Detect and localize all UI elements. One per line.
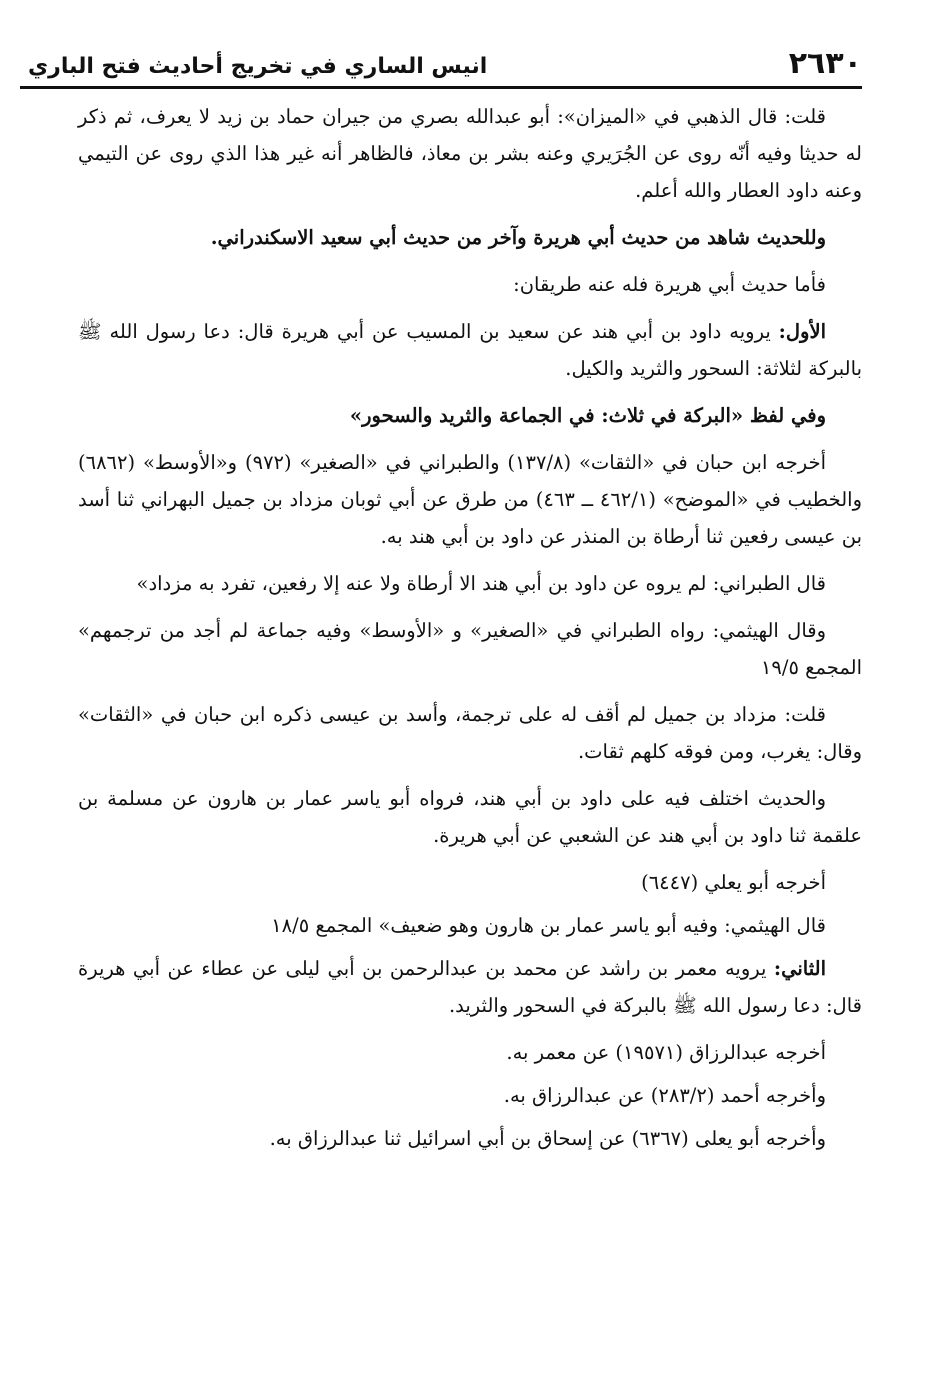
header-rule — [20, 86, 862, 89]
paragraph — [78, 907, 862, 944]
paragraph — [78, 1034, 862, 1071]
paragraph — [78, 266, 862, 303]
paragraph — [78, 313, 862, 387]
paragraph — [78, 864, 862, 901]
paragraph-text: أخرجه أبو يعلي (٦٤٤٧) — [641, 871, 826, 894]
paragraph-text: وأخرجه أحمد (٢٨٣/٢) عن عبدالرزاق به. — [503, 1084, 826, 1107]
paragraph — [78, 612, 862, 686]
paragraph — [78, 98, 862, 209]
paragraph-text: وأخرجه أبو يعلى (٦٣٦٧) عن إسحاق بن أبي اسرائيل ثنا عبدالرزاق به. — [269, 1127, 826, 1150]
paragraph-text: أخرجه ابن حبان في «الثقات» (١٣٧/٨) والطبراني في «الصغير» (٩٧٢) و«الأوسط» (٦٨٦٢) والخطيب في «الموضح» (٤٦٢/١ ــ ٤٦٣) من طرق عن أبي ثوبان مزداد بن جميل البهراني ثنا أسد بن عيسى رفعين ثنا أرطاة بن المنذر عن داود بن أبي هند به. — [78, 451, 862, 548]
paragraph — [78, 565, 862, 602]
paragraph-text: والحديث اختلف فيه على داود بن أبي هند، فرواه أبو ياسر عمار بن هارون عن مسلمة بن علقمة ثنا داود بن أبي هند عن الشعبي عن أبي هريرة. — [78, 787, 862, 847]
paragraph-text: وفي لفظ «البركة في ثلاث: في الجماعة والثريد والسحور» — [349, 404, 826, 427]
running-title: انيس الساري في تخريج أحاديث فتح الباري — [28, 54, 488, 79]
paragraph-lead: الثاني: — [773, 957, 826, 980]
page-body — [78, 98, 862, 1163]
paragraph-text: قلت: مزداد بن جميل لم أقف له على ترجمة، وأسد بن عيسى ذكره ابن حبان في «الثقات» وقال: يغرب، ومن فوقه كلهم ثقات. — [78, 703, 862, 763]
paragraph — [78, 1077, 862, 1114]
paragraph-text: وللحديث شاهد من حديث أبي هريرة وآخر من حديث أبي سعيد الاسكندراني. — [210, 226, 826, 249]
paragraph-text: قال الطبراني: لم يروه عن داود بن أبي هند الا أرطاة ولا عنه إلا رفعين، تفرد به مزداد» — [136, 572, 826, 595]
paragraph-lead: الأول: — [778, 320, 826, 343]
paragraph-text: يرويه داود بن أبي هند عن سعيد بن المسيب عن أبي هريرة قال: دعا رسول الله ﷺ بالبركة لثلاثة: السحور والثريد والكيل. — [78, 320, 862, 380]
paragraph — [78, 219, 862, 256]
paragraph-text: يرويه معمر بن راشد عن محمد بن عبدالرحمن بن أبي ليلى عن عطاء عن أبي هريرة قال: دعا رسول الله ﷺ بالبركة في السحور والثريد. — [78, 957, 862, 1017]
paragraph — [78, 397, 862, 434]
paragraph-text: فأما حديث أبي هريرة فله عنه طريقان: — [513, 273, 826, 296]
paragraph — [78, 950, 862, 1024]
paragraph-text: قلت: قال الذهبي في «الميزان»: أبو عبدالله بصري من جيران حماد بن زيد لا يعرف، ثم ذكر له حديثا وفيه أنّه روى عن الجُرَيري وعنه بشر بن معاذ، فالظاهر أنه غير هذا الذي روى عن التيمي وعنه داود العطار والله أعلم. — [78, 105, 862, 202]
paragraph-text: قال الهيثمي: وفيه أبو ياسر عمار بن هارون وهو ضعيف» المجمع ١٨/٥ — [271, 914, 826, 937]
paragraph — [78, 696, 862, 770]
page-header — [28, 38, 862, 82]
page-number: ٢٦٣٠ — [788, 46, 862, 81]
paragraph-text: أخرجه عبدالرزاق (١٩٥٧١) عن معمر به. — [506, 1041, 826, 1064]
paragraph — [78, 780, 862, 854]
paragraph — [78, 1120, 862, 1157]
paragraph — [78, 444, 862, 555]
paragraph-text: وقال الهيثمي: رواه الطبراني في «الصغير» و «الأوسط» وفيه جماعة لم أجد من ترجمهم» المجمع ١٩/٥ — [78, 619, 862, 679]
